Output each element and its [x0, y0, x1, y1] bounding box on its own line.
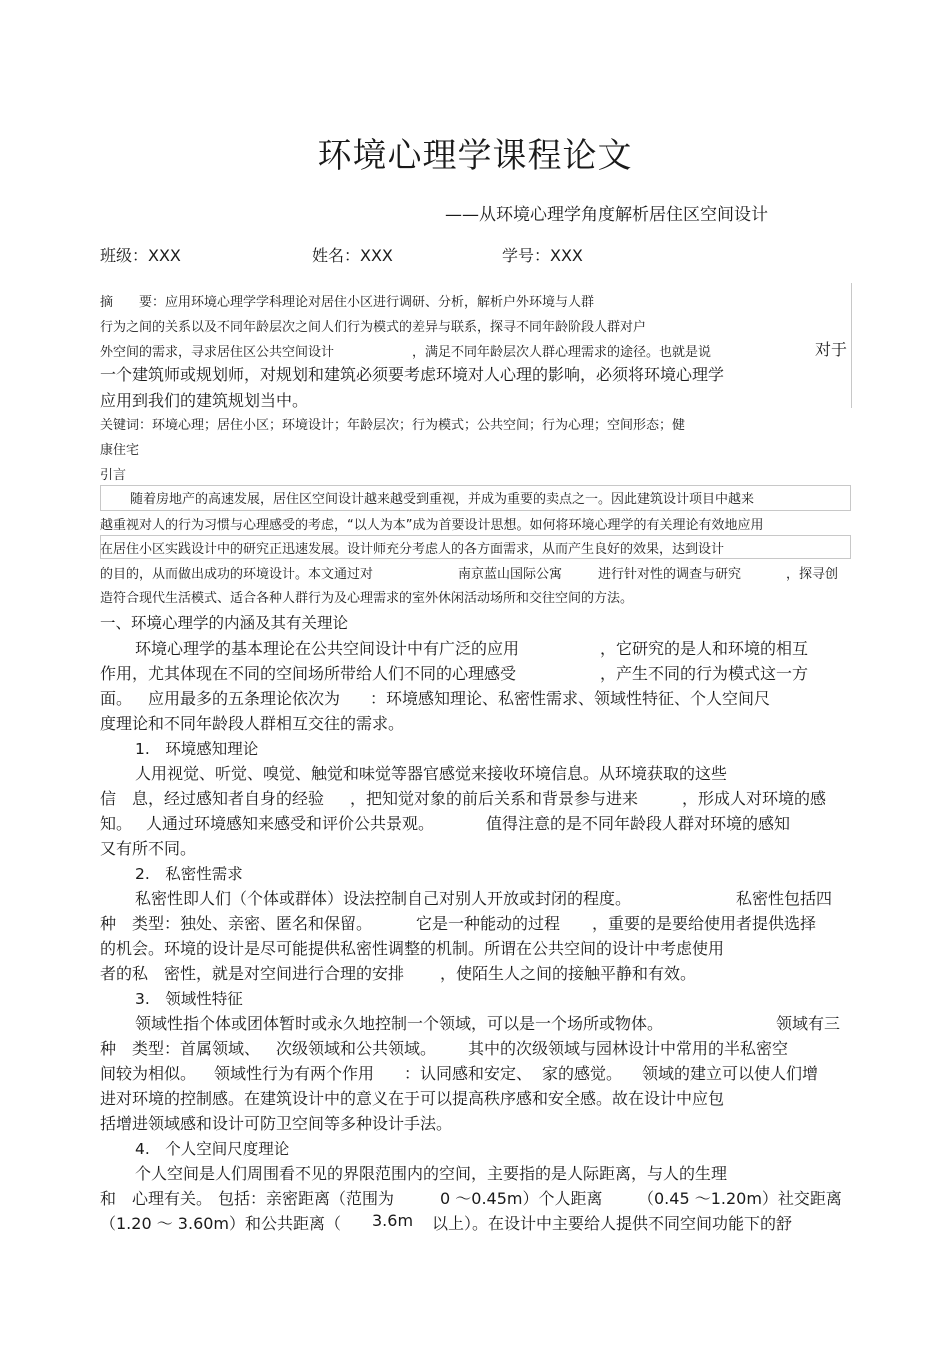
body-line: 个人空间是人们周围看不见的界限范围内的空间，主要指的是人际距离，与人的生理	[135, 1164, 728, 1183]
intro-line: 随着房地产的高速发展，居住区空间设计越来越受到重视，并成为重要的卖点之一。因此建筑设计项目中越来	[130, 492, 755, 507]
body-line: 面。	[100, 689, 133, 708]
body-line: 值得注意的是不同年龄段人群对环境的感知	[486, 814, 791, 833]
body-line: ，把知觉对象的前后关系和背景参与进来	[350, 789, 639, 808]
abstract-line: 应用到我们的建筑规划当中。	[100, 391, 309, 410]
class-field: 班级：XXX	[100, 246, 181, 265]
abstract-line: 一个建筑师或规划师，对规划和建筑必须要考虑环境对人心理的影响，必须将环境心理学	[100, 365, 725, 384]
body-line: 种 类型：独处、亲密、匿名和保留。	[100, 914, 373, 933]
body-line: 次级领域和公共领域。	[276, 1039, 437, 1058]
abstract-line: 外空间的需求，寻求居住区公共空间设计	[100, 345, 335, 360]
body-line: 0 ～0.45m）个人距离	[440, 1189, 603, 1208]
page-title: 环境心理学课程论文	[317, 136, 633, 176]
intro-line: 的目的，从而做出成功的环境设计。本文通过对	[100, 567, 374, 582]
body-line: 又有所不同。	[100, 839, 197, 858]
abstract-line: 摘 要：应用环境心理学学科理论对居住小区进行调研、分析，解析户外环境与人群	[100, 295, 595, 310]
body-line: （0.45 ～1.20m）社交距离	[638, 1189, 842, 1208]
intro-line: ，探寻创	[786, 567, 839, 582]
body-line: 领域性行为有两个作用	[214, 1064, 375, 1083]
body-line: 和 心理有关。	[100, 1189, 213, 1208]
subsection-heading: 2. 私密性需求	[135, 865, 243, 883]
body-line: 度理论和不同年龄段人群相互交往的需求。	[100, 714, 405, 733]
keywords-line: 关键词：环境心理；居住小区；环境设计；年龄层次；行为模式；公共空间；行为心理；空间形态；健	[100, 418, 686, 433]
body-line: ，产生不同的行为模式这一方	[600, 664, 809, 683]
body-line: 家的感觉。	[542, 1064, 623, 1083]
body-line: 者的私 密性，就是对空间进行合理的安排	[100, 964, 405, 983]
intro-line: 造符合现代生活模式、适合各种人群行为及心理需求的室外休闲活动场所和交往空间的方法。	[100, 591, 634, 606]
name-field: 姓名：XXX	[312, 246, 393, 265]
subsection-heading: 1. 环境感知理论	[135, 740, 259, 758]
body-line: 以上）。在设计中主要给人提供不同空间功能下的舒	[432, 1214, 793, 1233]
body-line: 私密性包括四	[736, 889, 833, 908]
body-line: 应用最多的五条理论依次为	[148, 689, 341, 708]
body-line: （1.20 ～ 3.60m）和公共距离（	[100, 1214, 342, 1233]
body-line: 信 息，经过感知者自身的经验	[100, 789, 325, 808]
body-line: ，形成人对环境的感	[682, 789, 827, 808]
body-line: 人用视觉、听觉、嗅觉、触觉和味觉等器官感觉来接收环境信息。从环境获取的这些	[135, 764, 728, 783]
body-line: ：认同感和安定、	[404, 1064, 533, 1083]
student-id-field: 学号：XXX	[502, 246, 583, 265]
body-line: 领域的建立可以使人们增	[642, 1064, 819, 1083]
abstract-line: 行为之间的关系以及不同年龄层次之间人们行为模式的差异与联系，探寻不同年龄阶段人群对户	[100, 320, 647, 335]
body-line: 作用，尤其体现在不同的空间场所带给人们不同的心理感受	[100, 664, 517, 683]
body-line: 3.6m	[372, 1211, 414, 1230]
section-heading: 一、环境心理学的内涵及其有关理论	[100, 614, 349, 632]
body-line: 私密性即人们（个体或群体）设法控制自己对别人开放或封闭的程度。	[135, 889, 632, 908]
keywords-line: 康住宅	[100, 443, 140, 458]
body-line: 领域有三	[776, 1014, 841, 1033]
body-line: 人通过环境感知来感受和评价公共景观。	[146, 814, 435, 833]
body-line: 进对环境的控制感。在建筑设计中的意义在于可以提高秩序感和安全感。故在设计中应包	[100, 1089, 725, 1108]
abstract-line: 对于	[815, 340, 848, 359]
body-line: 的机会。环境的设计是尽可能提供私密性调整的机制。所谓在公共空间的设计中考虑使用	[100, 939, 725, 958]
intro-line: 进行针对性的调查与研究	[598, 567, 742, 582]
body-line: 间较为相似。	[100, 1064, 197, 1083]
body-line: ，使陌生人之间的接触平静和有效。	[440, 964, 697, 983]
intro-line: 南京蓝山国际公寓	[458, 567, 563, 582]
body-line: ，它研究的是人和环境的相互	[600, 639, 809, 658]
intro-line: 在居住小区实践设计中的研究正迅速发展。设计师充分考虑人的各方面需求，从而产生良好的效果，达到设计	[100, 542, 725, 557]
body-line: 环境心理学的基本理论在公共空间设计中有广泛的应用	[135, 639, 520, 658]
subsection-heading: 3. 领域性特征	[135, 990, 243, 1008]
body-line: 其中的次级领域与园林设计中常用的半私密空	[468, 1039, 789, 1058]
intro-heading: 引言	[100, 468, 127, 483]
body-line: 包括：亲密距离（范围为	[218, 1189, 395, 1208]
abstract-line: ，满足不同年龄层次人群心理需求的途径。也就是说	[412, 345, 712, 360]
page-subtitle: ——从环境心理学角度解析居住区空间设计	[445, 205, 768, 225]
abstract-frame-line	[851, 283, 852, 408]
intro-line: 越重视对人的行为习惯与心理感受的考虑，“以人为本”成为首要设计思想。如何将环境心理学的有关理论有效地应用	[100, 518, 764, 533]
body-line: 它是一种能动的过程	[416, 914, 561, 933]
body-line: 知。	[100, 814, 133, 833]
body-line: ：环境感知理论、私密性需求、领域性特征、个人空间尺	[370, 689, 771, 708]
subsection-heading: 4. 个人空间尺度理论	[135, 1140, 290, 1158]
body-line: ，重要的是要给使用者提供选择	[592, 914, 817, 933]
body-line: 括增进领域感和设计可防卫空间等多种设计手法。	[100, 1114, 453, 1133]
body-line: 领域性指个体或团体暂时或永久地控制一个领域，可以是一个场所或物体。	[135, 1014, 664, 1033]
body-line: 种 类型：首属领域、	[100, 1039, 261, 1058]
